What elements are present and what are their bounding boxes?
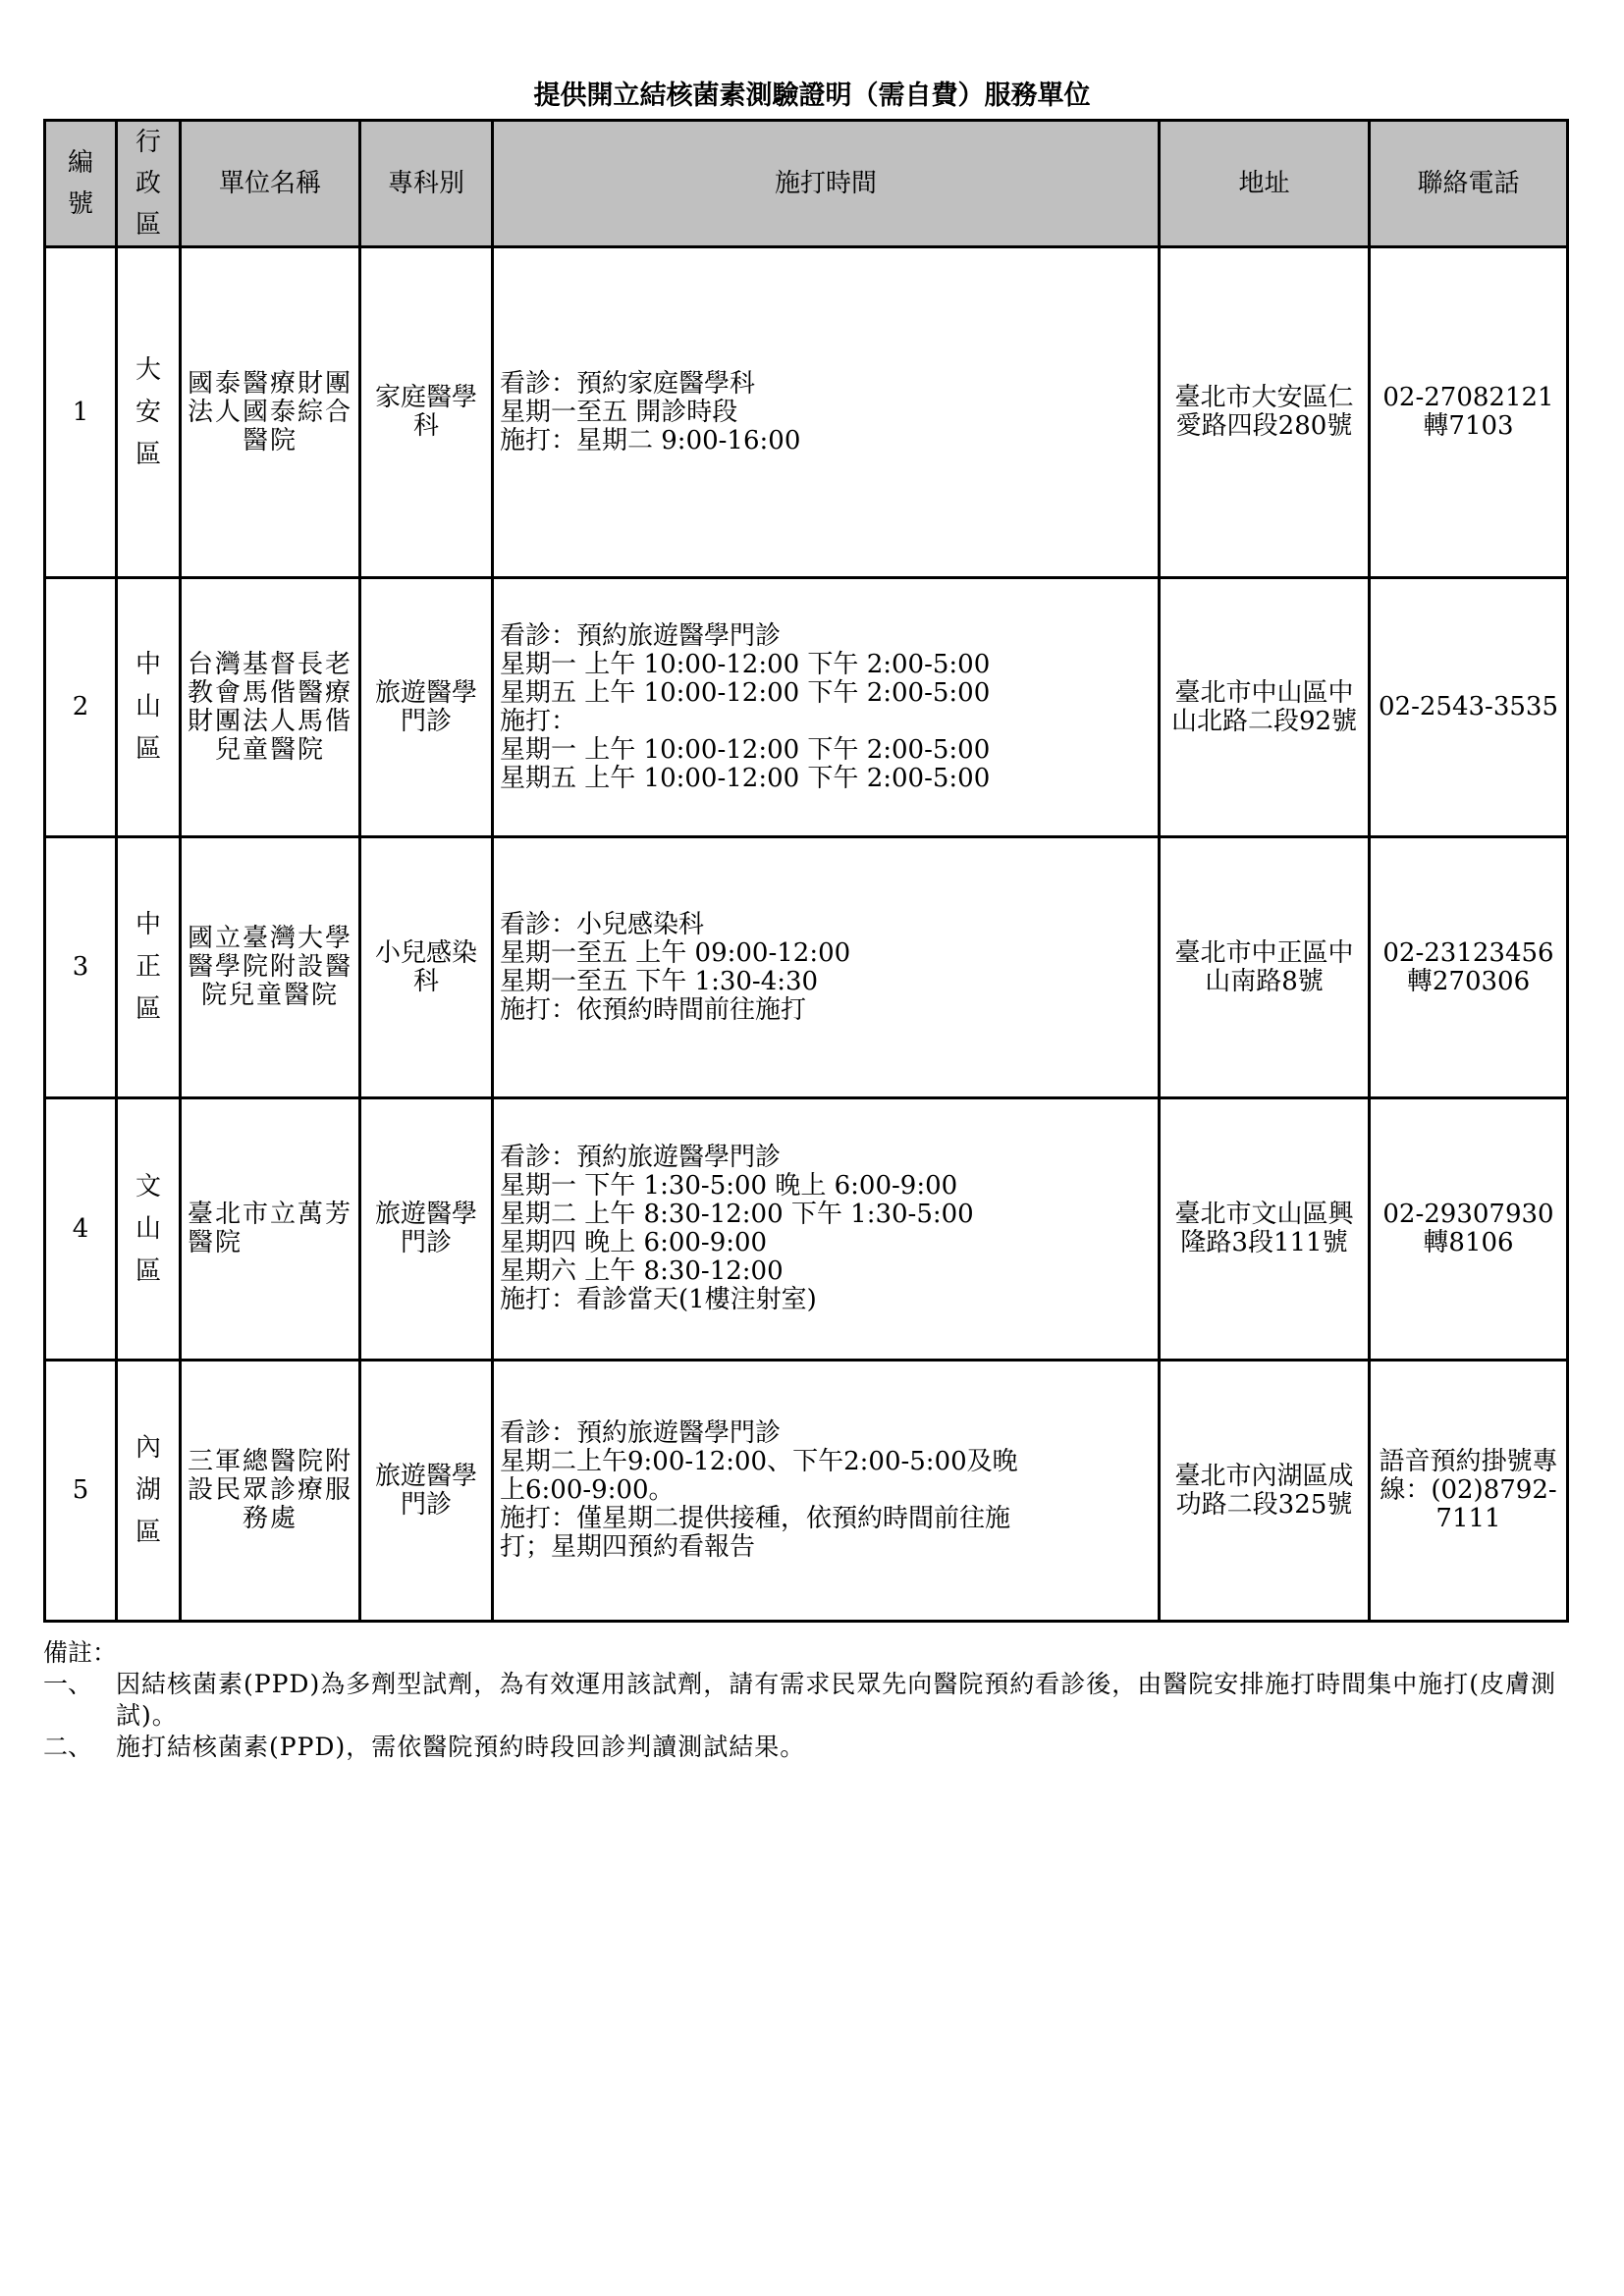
header-schedule: 施打時間 xyxy=(493,121,1160,247)
schedule-line: 星期一 上午 10:00-12:00 下午 2:00-5:00 xyxy=(500,649,991,679)
cell-no: 4 xyxy=(45,1098,117,1361)
cell-specialty: 小兒感染科 xyxy=(360,837,493,1098)
schedule-line: 打；星期四預約看報告 xyxy=(500,1532,756,1562)
cell-phone: 02-27082121轉7103 xyxy=(1370,247,1568,578)
cell-phone: 02-23123456轉270306 xyxy=(1370,837,1568,1098)
cell-unit-name: 台灣基督長老教會馬偕醫療財團法人馬偕兒童醫院 xyxy=(181,578,360,837)
schedule-line: 看診：預約旅遊醫學門診 xyxy=(500,620,782,651)
cell-specialty: 旅遊醫學門診 xyxy=(360,1361,493,1622)
notes-label: 備註： xyxy=(43,1638,118,1667)
table-row xyxy=(45,1098,1568,1361)
cell-phone: 語音預約掛號專線：(02)8792-7111 xyxy=(1370,1361,1568,1622)
cell-address: 臺北市中正區中山南路8號 xyxy=(1160,837,1370,1098)
schedule-line: 看診：小兒感染科 xyxy=(500,909,705,939)
cell-no: 2 xyxy=(45,578,117,837)
schedule-line: 施打：看診當天(1樓注射室) xyxy=(500,1285,817,1314)
cell-address: 臺北市內湖區成功路二段325號 xyxy=(1160,1361,1370,1622)
schedule-line: 星期六 上午 8:30-12:00 xyxy=(500,1256,784,1286)
cell-no: 3 xyxy=(45,837,117,1098)
table-header-row xyxy=(45,121,1568,247)
header-district: 行政區 xyxy=(117,121,181,247)
schedule-line: 星期一 上午 10:00-12:00 下午 2:00-5:00 xyxy=(500,734,991,765)
note-text: 施打結核菌素(PPD)，需依醫院預約時段回診判讀測試結果。 xyxy=(116,1733,806,1761)
cell-unit-name: 三軍總醫院附設民眾診療服務處 xyxy=(181,1361,360,1622)
cell-schedule xyxy=(493,837,1160,1098)
cell-schedule xyxy=(493,247,1160,578)
cell-specialty: 旅遊醫學門診 xyxy=(360,1098,493,1361)
schedule-line: 星期五 上午 10:00-12:00 下午 2:00-5:00 xyxy=(500,677,991,708)
cell-schedule xyxy=(493,578,1160,837)
cell-phone: 02-2543-3535 xyxy=(1370,578,1568,837)
table-row xyxy=(45,1361,1568,1622)
cell-no: 5 xyxy=(45,1361,117,1622)
cell-unit-name: 臺北市立萬芳醫院 xyxy=(181,1098,360,1361)
note-item xyxy=(43,1732,1575,1763)
schedule-line: 施打：僅星期二提供接種，依預約時間前往施 xyxy=(500,1504,1011,1533)
header-phone: 聯絡電話 xyxy=(1370,121,1568,247)
cell-district: 內湖區 xyxy=(117,1361,181,1622)
note-number: 一、 xyxy=(43,1670,93,1698)
cell-district: 中山區 xyxy=(117,578,181,837)
table-row xyxy=(45,837,1568,1098)
cell-schedule xyxy=(493,1361,1160,1622)
cell-address: 臺北市文山區興隆路3段111號 xyxy=(1160,1098,1370,1361)
cell-address: 臺北市中山區中山北路二段92號 xyxy=(1160,578,1370,837)
note-number: 二、 xyxy=(43,1733,93,1761)
header-no: 編號 xyxy=(45,121,117,247)
cell-address: 臺北市大安區仁愛路四段280號 xyxy=(1160,247,1370,578)
cell-no: 1 xyxy=(45,247,117,578)
schedule-line: 施打：星期二 9:00-16:00 xyxy=(500,425,801,455)
page-title: 提供開立結核菌素測驗證明（需自費）服務單位 xyxy=(533,80,1091,111)
schedule-line: 星期一 下午 1:30-5:00 晚上 6:00-9:00 xyxy=(500,1171,958,1201)
note-item xyxy=(43,1669,1575,1732)
header-unit-name: 單位名稱 xyxy=(181,121,360,247)
schedule-line: 施打：依預約時間前往施打 xyxy=(500,994,807,1025)
schedule-line: 星期一至五 下午 1:30-4:30 xyxy=(500,966,819,996)
schedule-line: 星期二上午9:00-12:00、下午2:00-5:00及晚 xyxy=(500,1447,1018,1476)
schedule-line: 星期五 上午 10:00-12:00 下午 2:00-5:00 xyxy=(500,763,991,793)
schedule-line: 星期二 上午 8:30-12:00 下午 1:30-5:00 xyxy=(500,1200,974,1229)
cell-unit-name: 國立臺灣大學醫學院附設醫院兒童醫院 xyxy=(181,837,360,1098)
cell-phone: 02-29307930轉8106 xyxy=(1370,1098,1568,1361)
header-address: 地址 xyxy=(1160,121,1370,247)
cell-district: 大安區 xyxy=(117,247,181,578)
schedule-line: 看診：預約家庭醫學科 xyxy=(500,368,756,399)
schedule-line: 看診：預約旅遊醫學門診 xyxy=(500,1143,782,1172)
cell-district: 文山區 xyxy=(117,1098,181,1361)
schedule-line: 星期一至五 開診時段 xyxy=(500,397,738,427)
note-text: 因結核菌素(PPD)為多劑型試劑，為有效運用該試劑，請有需求民眾先向醫院預約看診後，由醫院安排施打時間集中施打(皮膚測試)。 xyxy=(116,1670,1556,1730)
cell-schedule xyxy=(493,1098,1160,1361)
table-row xyxy=(45,247,1568,578)
cell-district: 中正區 xyxy=(117,837,181,1098)
cell-specialty: 家庭醫學科 xyxy=(360,247,493,578)
schedule-line: 星期四 晚上 6:00-9:00 xyxy=(500,1228,768,1257)
cell-unit-name: 國泰醫療財團法人國泰綜合醫院 xyxy=(181,247,360,578)
service-units-table xyxy=(43,119,1569,1623)
cell-specialty: 旅遊醫學門診 xyxy=(360,578,493,837)
schedule-line: 施打： xyxy=(500,706,577,736)
schedule-line: 星期一至五 上午 09:00-12:00 xyxy=(500,937,851,968)
schedule-line: 看診：預約旅遊醫學門診 xyxy=(500,1418,782,1448)
table-row xyxy=(45,578,1568,837)
notes-section xyxy=(43,1637,1575,1763)
schedule-line: 上6:00-9:00。 xyxy=(500,1475,675,1505)
header-specialty: 專科別 xyxy=(360,121,493,247)
